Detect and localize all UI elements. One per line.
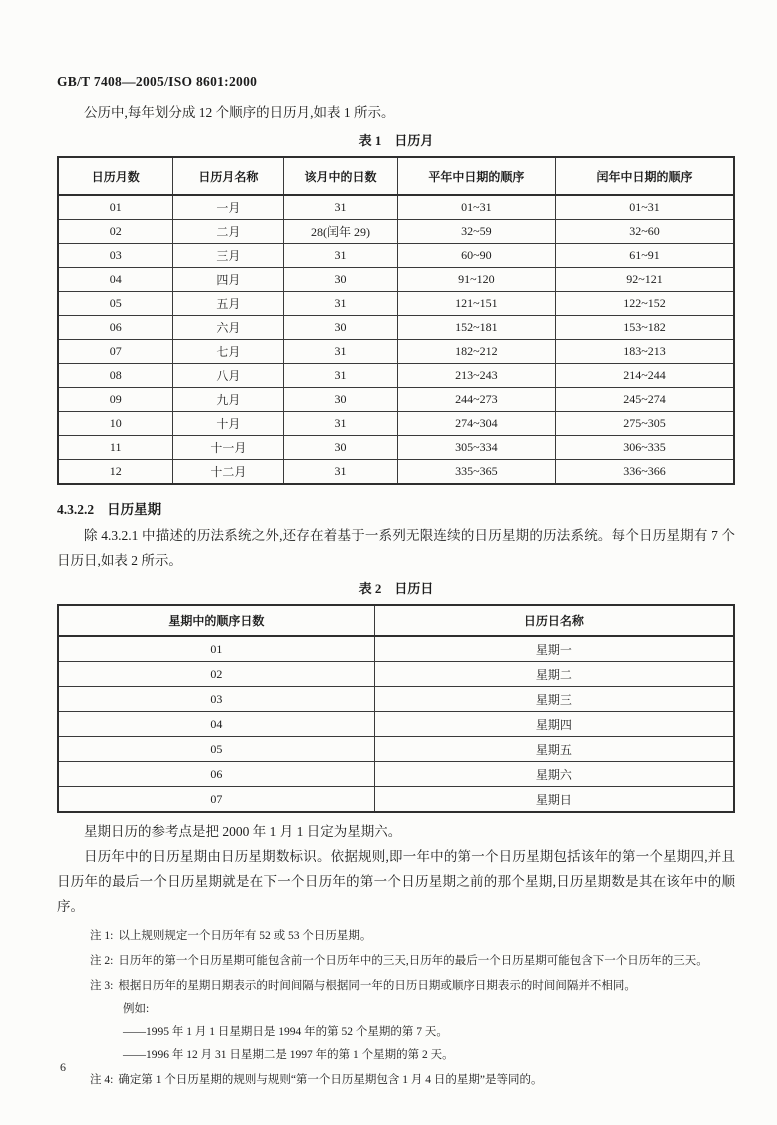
table-cell: 274~304 (397, 412, 555, 436)
section-number: 4.3.2.2 (57, 502, 95, 517)
table-cell: 30 (284, 316, 398, 340)
table-row (58, 460, 734, 485)
notes-section (57, 926, 735, 1090)
table-cell: 31 (284, 412, 398, 436)
table-cell: 12 (58, 460, 173, 485)
table-header-cell: 日历月名称 (173, 157, 284, 195)
table-cell: 32~60 (556, 220, 735, 244)
table-cell: 06 (58, 316, 173, 340)
table-cell: 245~274 (556, 388, 735, 412)
table-cell: 星期三 (374, 687, 734, 712)
table-cell: 336~366 (556, 460, 735, 485)
table-row (58, 340, 734, 364)
table-cell: 182~212 (397, 340, 555, 364)
table1-caption: 表 1 日历月 (358, 133, 434, 148)
table-cell: 04 (58, 712, 374, 737)
table-row (58, 244, 734, 268)
table-row (58, 712, 734, 737)
table-cell: 305~334 (397, 436, 555, 460)
table-cell: 31 (284, 364, 398, 388)
table-cell: 四月 (173, 268, 284, 292)
table-row (58, 364, 734, 388)
table-header-cell: 星期中的顺序日数 (58, 605, 374, 636)
table-cell: 十一月 (173, 436, 284, 460)
table-cell: 十月 (173, 412, 284, 436)
section-paragraph: 除 4.3.2.1 中描述的历法系统之外,还存在着基于一系列无限连续的日历星期的历法系统。每个日历星期有 7 个日历日,如表 2 所示。 (57, 528, 735, 568)
table-row (58, 268, 734, 292)
table-cell: 03 (58, 687, 374, 712)
table-cell: 60~90 (397, 244, 555, 268)
table-cell: 121~151 (397, 292, 555, 316)
table-cell: 二月 (173, 220, 284, 244)
section-heading (57, 498, 735, 518)
table-cell: 02 (58, 220, 173, 244)
note-2 (90, 951, 735, 971)
table-cell: 61~91 (556, 244, 735, 268)
table-cell: 星期四 (374, 712, 734, 737)
section-title: 日历星期 (107, 502, 162, 517)
table-cell: 31 (284, 340, 398, 364)
table-row (58, 195, 734, 220)
table-cell: 星期二 (374, 662, 734, 687)
table-cell: 91~120 (397, 268, 555, 292)
table-cell: 星期五 (374, 737, 734, 762)
table-cell: 306~335 (556, 436, 735, 460)
table1-body (58, 195, 734, 484)
table-cell: 92~121 (556, 268, 735, 292)
table-cell: 10 (58, 412, 173, 436)
calendar-months-table (57, 156, 735, 485)
standard-code: GB/T 7408—2005/ISO 8601:2000 (57, 74, 258, 89)
note-3-example-1: ——1995 年 1 月 1 日星期日是 1994 年的第 52 个星期的第 7 天。 (123, 1026, 448, 1038)
table-cell: 31 (284, 244, 398, 268)
table-cell: 07 (58, 787, 374, 813)
note-1-text: 以上规则规定一个日历年有 52 或 53 个日历星期。 (118, 930, 372, 942)
table-cell: 星期一 (374, 636, 734, 662)
table-row (58, 220, 734, 244)
table-cell: 五月 (173, 292, 284, 316)
note-3-text: 根据日历年的星期日期表示的时间间隔与根据同一年的日历日期或顺序日期表示的时间间隔并不相同。 (118, 980, 636, 992)
table-header-cell: 平年中日期的顺序 (397, 157, 555, 195)
table-cell: 183~213 (556, 340, 735, 364)
table-cell: 08 (58, 364, 173, 388)
table-cell: 244~273 (397, 388, 555, 412)
table-row (58, 316, 734, 340)
table-row (58, 662, 734, 687)
table-cell: 九月 (173, 388, 284, 412)
table-row (58, 436, 734, 460)
table-cell: 32~59 (397, 220, 555, 244)
note-4-text: 确定第 1 个日历星期的规则与规则“第一个日历星期包含 1 月 4 日的星期”是等同的。 (118, 1074, 543, 1086)
table-cell: 153~182 (556, 316, 735, 340)
intro-paragraph: 公历中,每年划分成 12 个顺序的日历月,如表 1 所示。 (84, 105, 395, 120)
table-header-cell: 日历月数 (58, 157, 173, 195)
note-3-label: 注 3: (90, 980, 114, 992)
table-row (58, 687, 734, 712)
table-cell: 三月 (173, 244, 284, 268)
table-row (58, 737, 734, 762)
table-cell: 01~31 (556, 195, 735, 220)
note-4 (90, 1070, 735, 1090)
table-cell: 01~31 (397, 195, 555, 220)
table-cell: 122~152 (556, 292, 735, 316)
table-cell: 05 (58, 292, 173, 316)
note-3 (90, 976, 735, 996)
week-numbering-paragraph: 日历年中的日历星期由日历星期数标识。依据规则,即一年中的第一个日历星期包括该年的第一个星期四,并且日历年的最后一个日历星期就是在下一个日历年的第一个日历星期之前的那个星期,日历星期数是其在该年中的顺序。 (57, 849, 735, 914)
table-cell: 30 (284, 388, 398, 412)
table-cell: 05 (58, 737, 374, 762)
calendar-days-table (57, 604, 735, 813)
table-cell: 一月 (173, 195, 284, 220)
table-cell: 01 (58, 195, 173, 220)
note-2-label: 注 2: (90, 955, 114, 967)
table-cell: 30 (284, 436, 398, 460)
reference-point-paragraph: 星期日历的参考点是把 2000 年 1 月 1 日定为星期六。 (84, 824, 402, 839)
note-3-example-2: ——1996 年 12 月 31 日星期二是 1997 年的第 1 个星期的第 2 天。 (123, 1049, 454, 1061)
table-cell: 28(闰年 29) (284, 220, 398, 244)
table-cell: 214~244 (556, 364, 735, 388)
table-cell: 275~305 (556, 412, 735, 436)
table-cell: 星期日 (374, 787, 734, 813)
table-cell: 213~243 (397, 364, 555, 388)
table-cell: 30 (284, 268, 398, 292)
table-cell: 04 (58, 268, 173, 292)
table-cell: 八月 (173, 364, 284, 388)
table-cell: 09 (58, 388, 173, 412)
note-1-label: 注 1: (90, 930, 114, 942)
table-cell: 31 (284, 460, 398, 485)
table-cell: 152~181 (397, 316, 555, 340)
table-cell: 335~365 (397, 460, 555, 485)
table-cell: 七月 (173, 340, 284, 364)
note-1 (90, 926, 735, 946)
note-3-example-intro: 例如: (123, 1003, 150, 1015)
table2-caption: 表 2 日历日 (358, 581, 434, 596)
table-cell: 十二月 (173, 460, 284, 485)
table-header-cell: 该月中的日数 (284, 157, 398, 195)
table1-header-row (58, 157, 734, 195)
table-cell: 31 (284, 292, 398, 316)
table-row (58, 787, 734, 813)
table-cell: 31 (284, 195, 398, 220)
table-row (58, 412, 734, 436)
table-header-cell: 闰年中日期的顺序 (556, 157, 735, 195)
table-cell: 06 (58, 762, 374, 787)
note-2-text: 日历年的第一个日历星期可能包含前一个日历年中的三天,日历年的最后一个日历星期可能包含下一个日历年的三天。 (118, 955, 708, 967)
table2-header-row (58, 605, 734, 636)
table-cell: 07 (58, 340, 173, 364)
table2-body (58, 636, 734, 812)
table-cell: 01 (58, 636, 374, 662)
note-4-label: 注 4: (90, 1074, 114, 1086)
table-cell: 六月 (173, 316, 284, 340)
table-header-cell: 日历日名称 (374, 605, 734, 636)
table-cell: 星期六 (374, 762, 734, 787)
table-row (58, 292, 734, 316)
table-cell: 02 (58, 662, 374, 687)
page-number: 6 (60, 1060, 66, 1074)
table-cell: 11 (58, 436, 173, 460)
table-row (58, 636, 734, 662)
table-row (58, 762, 734, 787)
table-row (58, 388, 734, 412)
table-cell: 03 (58, 244, 173, 268)
